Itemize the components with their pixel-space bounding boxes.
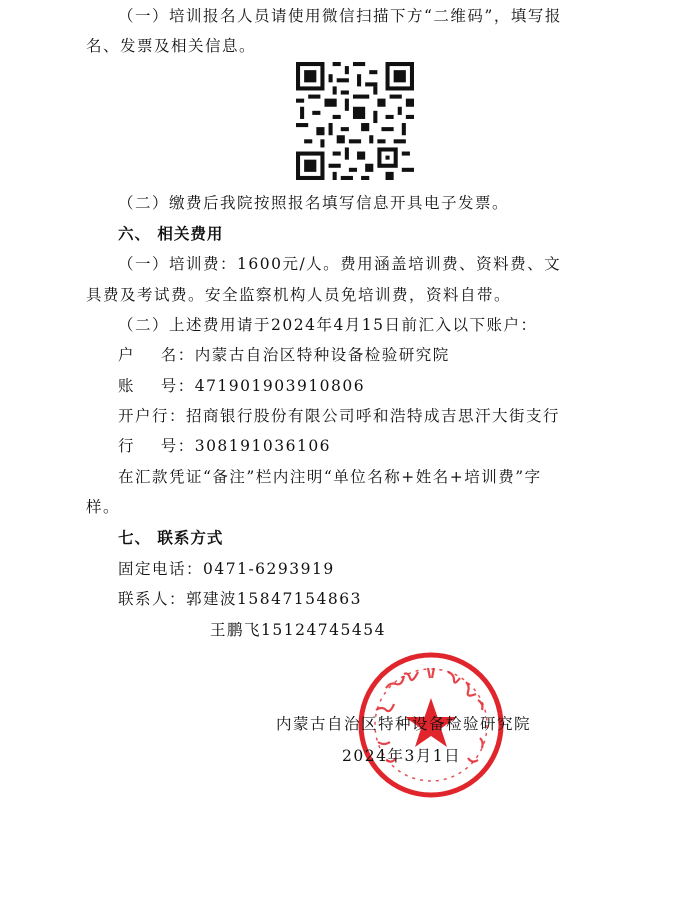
remittance-note-line1: 在汇款凭证“备注”栏内注明“单位名称+姓名+培训费”字 <box>118 468 542 486</box>
remittance-note-line2: 样。 <box>86 498 121 516</box>
section7-title: 七、 联系方式 <box>118 529 224 547</box>
section5-item1-line2: 名、发票及相关信息。 <box>86 37 257 55</box>
bank-name: 开户行：招商银行股份有限公司呼和浩特成吉思汗大街支行 <box>118 407 561 425</box>
contact-person-1: 联系人：郭建波15847154863 <box>118 590 362 608</box>
contact-phone: 固定电话：0471-6293919 <box>118 560 335 578</box>
issuing-organization: 内蒙古自治区特种设备检验研究院 <box>276 715 532 733</box>
section6-title: 六、 相关费用 <box>118 225 224 243</box>
account-number: 账 号：471901903910806 <box>118 377 366 395</box>
section5-item1-line1: （一）培训报名人员请使用微信扫描下方“二维码”，填写报 <box>118 7 562 25</box>
section6-item1-line2: 具费及考试费。安全监察机构人员免培训费，资料自带。 <box>86 286 512 304</box>
issue-date: 2024年3月1日 <box>342 747 462 765</box>
bank-code: 行 号：308191036106 <box>118 437 332 455</box>
section6-item1-line1: （一）培训费：1600元/人。费用涵盖培训费、资料费、文 <box>118 255 562 273</box>
section5-item2: （二）缴费后我院按照报名填写信息开具电子发票。 <box>118 194 510 212</box>
section6-item2: （二）上述费用请于2024年4月15日前汇入以下账户： <box>118 316 538 334</box>
qr-code <box>296 62 414 180</box>
account-name: 户 名：内蒙古自治区特种设备检验研究院 <box>118 346 450 364</box>
contact-person-2: 王鹏飞15124745454 <box>210 621 386 639</box>
